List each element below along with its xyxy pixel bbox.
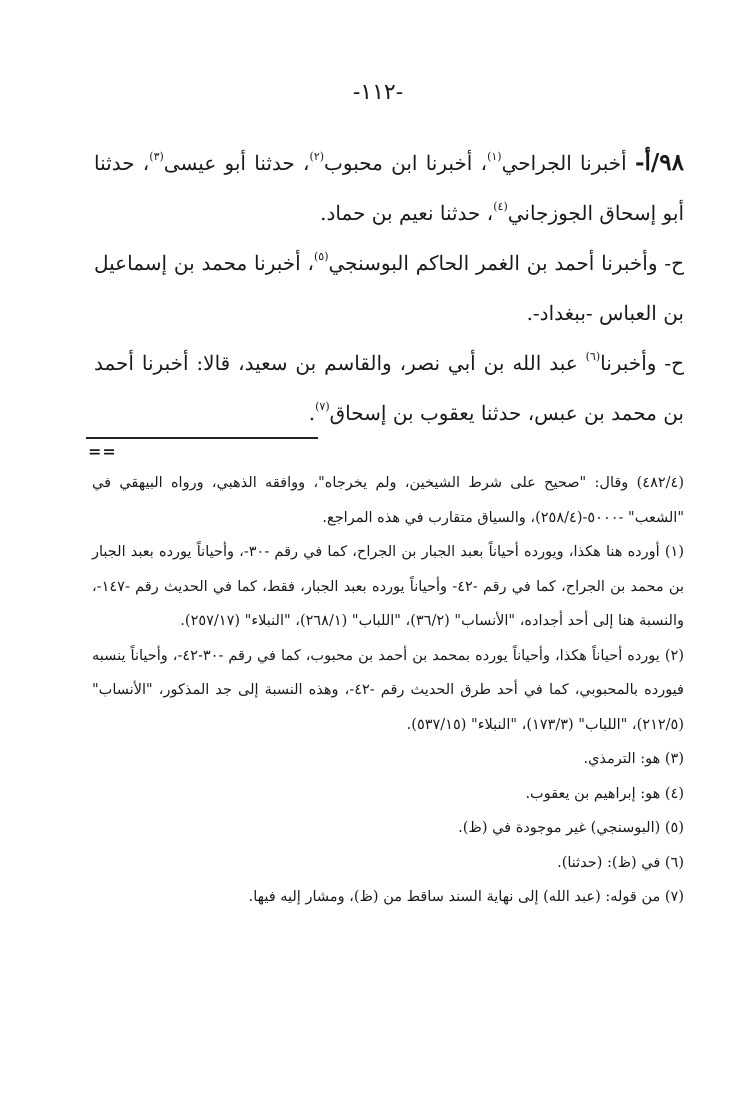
footnote-2: (٢) يورده أحياناً هكذا، وأحياناً يورده بمحمد بن أحمد بن محبوب، كما في رقم -٣٠-٤٢-، وأحياناً ينسبه فيورده بالمحبوبي، كما في أحد طرق الحديث رقم -٤٢-، وهذه النسبة إلى جد المذكور، "الأنساب" (٢١٢/٥)، "اللباب" (١٧٣/٣)، "النبلاء" (٥٣٧/١٥). <box>92 647 684 733</box>
hadith-text <box>94 138 684 438</box>
footnote-1: (١) أورده هنا هكذا، ويورده أحياناً بعبد الجبار بن الجراح، كما في رقم -٣٠-، وأحياناً يورده بعبد الجبار بن محمد بن الجراح، كما في رقم -٤٢- وأحياناً يورده بعبد الجبار، فقط، كما في الحديث رقم -١٤٧-، والنسبة هنا إلى أحد أجداده، "الأنساب" (٣٦/٢)، "اللباب" (٢٦٨/١)، "النبلاء" (٢٥٧/١٧). <box>92 544 684 629</box>
footnote-continued: (٤٨٢/٤) وقال: "صحيح على شرط الشيخين، ولم يخرجاه"، ووافقه الذهبي، ورواه البيهقي في "الشعب" -٥٠٠٠-(٢٥٨/٤)، والسياق متقارب في هذه المراجع. <box>92 475 684 526</box>
hadith-line-2: ح- وأخبرنا أحمد بن الغمر الحاكم البوسنجي$^{(٥)}$، أخبرنا محمد بن إسماعيل بن العباس -ببغداد-. <box>94 250 684 325</box>
footnote-3: (٣) هو: الترمذي. <box>583 751 684 767</box>
footnote-ref: (٥) <box>313 250 329 263</box>
footnote-ref: (٧) <box>315 400 330 413</box>
footnote-ref: (٣) <box>149 150 164 163</box>
footnote-ref: (٤) <box>493 200 508 213</box>
hadith-chain-1: أخبرنا الجراحي$^{(١)}$، أخبرنا ابن محبوب$^{(٢)}$، حدثنا أبو عيسى$^{(٣)}$، حدثنا أبو إسحاق الجوزجاني$^{(٤)}$، حدثنا نعيم بن حماد. <box>94 150 684 225</box>
footnote-divider <box>86 437 318 439</box>
footnote-7: (٧) من قوله: (عبد الله) إلى نهاية السند ساقط من (ظ)، ومشار إليه فيها. <box>248 889 684 905</box>
hadith-number: ٩٨/أ- <box>634 149 685 176</box>
footnote-ref: (٦) <box>585 350 601 363</box>
footnote-ref: (١) <box>487 150 502 163</box>
footnote-ref: (٢) <box>309 150 325 163</box>
footnote-5: (٥) (البوسنجي) غير موجودة في (ظ). <box>458 820 684 836</box>
footnotes <box>92 466 684 915</box>
footnote-6: (٦) في (ظ): (حدثنا). <box>557 854 684 871</box>
hadith-line-3: ح- وأخبرنا$^{(٦)}$ عبد الله بن أبي نصر، والقاسم بن سعيد، قالا: أخبرنا أحمد بن محمد بن عبس، حدثنا يعقوب بن إسحاق$^{(٧)}$. <box>94 350 684 425</box>
footnote-continuation-mark: == <box>88 442 117 461</box>
page-number: -١١٢- <box>352 80 404 105</box>
footnote-4: (٤) هو: إبراهيم بن يعقوب. <box>525 785 684 802</box>
hadith-line-1 <box>94 138 684 238</box>
